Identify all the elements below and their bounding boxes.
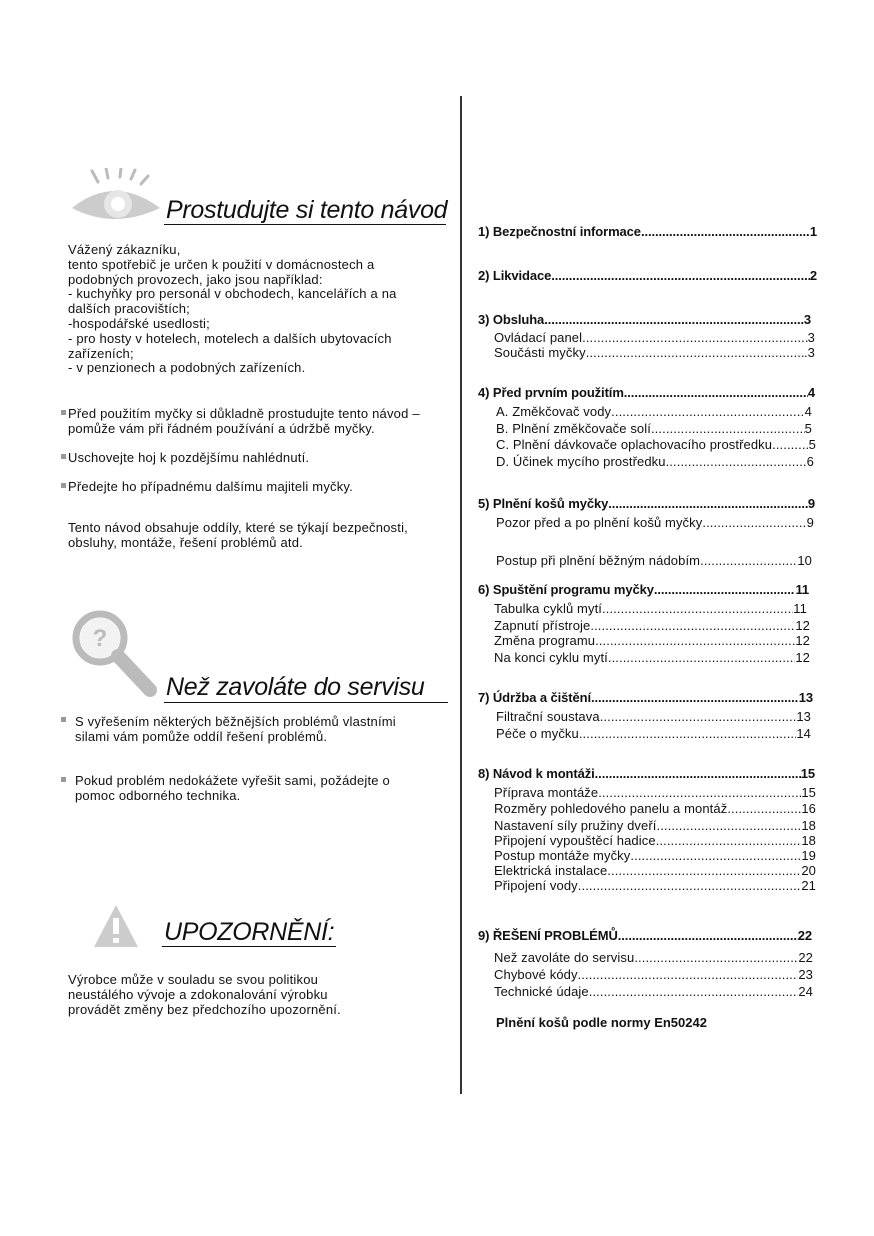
toc-section-7: 7) Údržba a čištění ..... 13 (478, 690, 813, 705)
eye-icon (68, 168, 164, 230)
magnifier-question-icon (70, 608, 160, 700)
toc-item: Péče o myčku ..... 14 (496, 726, 811, 741)
toc-item: Připojení vody ..... 21 (494, 878, 816, 893)
toc-item: C. Plnění dávkovače oplachovacího prostředku ..... 5 (496, 437, 816, 452)
read-bullet-1: Před použitím myčky si důkladně prostudujte tento návod – pomůže vám při řádném používání a údržbě myčky. (68, 406, 420, 436)
toc-item: Postup při plnění běžným nádobím ..... 10 (496, 553, 812, 568)
read-manual-underline (164, 224, 446, 225)
toc-item: Součásti myčky ..... .3 (494, 345, 815, 360)
toc-section-1: 1) Bezpečnostní informace ..... 1 (478, 224, 817, 239)
toc-section-2: 2) Likvidace ..... 2 (478, 268, 817, 283)
toc-item: Než zavoláte do servisu ..... 22 (494, 950, 813, 965)
read-manual-heading: Prostudujte si tento návod (166, 196, 448, 224)
toc-item: Tabulka cyklů mytí ..... 11 (494, 601, 807, 616)
read-bullet-2: Uschovejte hoj k pozdějšímu nahlédnutí. (68, 450, 310, 465)
warning-underline (162, 946, 336, 947)
intro-text: Vážený zákazníku, tento spotřebič je určen k použití v domácnostech a podobných provozech, jako jsou například: - kuchyňky pro personál v obchodech, kancelářích a na dalších pracovištích; -hospodářské usedlosti; - pro hosty v hotelech, motelech a dalších ubytovacích zařízeních; - v penzionech a podobných zařízeních. (68, 242, 397, 376)
toc-item: Chybové kódy ..... 23 (494, 967, 813, 982)
toc-section-5: 5) Plnění košů myčky ..... 9 (478, 496, 815, 511)
bullet-marker (61, 410, 66, 415)
bullet-marker (61, 454, 66, 459)
toc-item: A. Změkčovač vody ..... 4 (496, 404, 812, 419)
toc-section-3: 3) Obsluha ..... 3 (478, 312, 811, 327)
warning-triangle-icon (92, 903, 140, 949)
service-bullet-2: Pokud problém nedokážete vyřešit sami, požádejte o pomoc odborného technika. (75, 773, 390, 803)
toc-item: Postup montáže myčky ..... 19 (494, 848, 816, 863)
service-heading: Než zavoláte do servisu (166, 673, 425, 701)
service-underline (164, 702, 448, 703)
toc-section-8: 8) Návod k montáži ..... 15 (478, 766, 815, 781)
toc-item: Rozměry pohledového panelu a montáž ..... 16 (494, 801, 816, 816)
toc-section-4: 4) Před prvním použitím ..... 4 (478, 385, 815, 400)
toc-item: Příprava montáže ..... 15 (494, 785, 816, 800)
toc-item: Změna programu ..... 12 (494, 633, 810, 648)
outro-text: Tento návod obsahuje oddíly, které se týkají bezpečnosti, obsluhy, montáže, řešení problémů atd. (68, 520, 408, 550)
warning-text: Výrobce může v souladu se svou politikou neustálého vývoje a zdokonalování výrobku provádět změny bez předchozího upozornění. (68, 972, 341, 1017)
toc-item: B. Plnění změkčovače solí ..... 5 (496, 421, 812, 436)
service-bullet-1: S vyřešením některých běžnějších problémů vlastními silami vám pomůže oddíl řešení problémů. (75, 714, 396, 744)
toc-section-9: 9) ŘEŠENÍ PROBLÉMŮ ..... 22 (478, 928, 812, 943)
toc-section-6: 6) Spuštění programu myčky ..... 11 (478, 582, 809, 597)
toc-item: Filtrační soustava ..... 13 (496, 709, 811, 724)
toc-item: D. Účinek mycího prostředku ..... 6 (496, 454, 814, 469)
svg-text:?: ? (92, 625, 108, 652)
toc-item: Technické údaje ..... 24 (494, 984, 813, 999)
toc-item: Elektrická instalace ..... 20 (494, 863, 816, 878)
column-divider (460, 96, 462, 1094)
toc-extra-note: Plnění košů podle normy En50242 (496, 1015, 707, 1030)
toc-item: Připojení vypouštěcí hadice ..... 18 (494, 833, 816, 848)
toc-item: Ovládací panel ..... 3 (494, 330, 815, 345)
toc-item: Na konci cyklu mytí ..... 12 (494, 650, 810, 665)
warning-heading: UPOZORNĚNÍ: (164, 918, 335, 946)
toc-item: Nastavení síly pružiny dveří ..... 18 (494, 818, 816, 833)
toc-item: Zapnutí přístroje ..... 12 (494, 618, 810, 633)
bullet-marker (61, 777, 66, 782)
toc-item: Pozor před a po plnění košů myčky ..... 9 (496, 515, 814, 530)
bullet-marker (61, 717, 66, 722)
bullet-marker (61, 483, 66, 488)
read-bullet-3: Předejte ho případnému dalšímu majiteli myčky. (68, 479, 353, 494)
